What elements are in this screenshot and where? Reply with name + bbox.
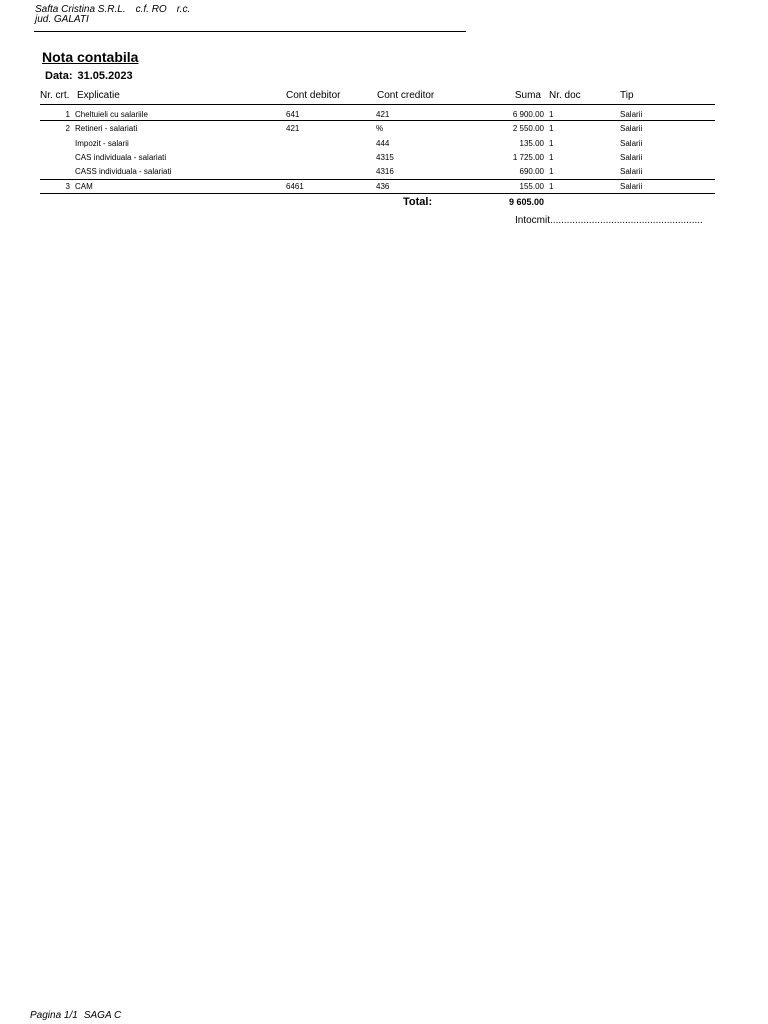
total-label: Total: (403, 196, 433, 208)
row-doc: 1 (549, 139, 554, 148)
row-divider (40, 179, 715, 180)
row-credit: % (376, 124, 384, 133)
row-suma: 1 725.00 (512, 153, 544, 162)
row-tip: Salarii (620, 153, 643, 162)
row-doc: 1 (549, 167, 554, 176)
row-explicatie: Retineri - salariati (75, 124, 138, 133)
row-suma: 155.00 (519, 182, 544, 191)
row-doc: 1 (549, 124, 554, 133)
row-divider (40, 120, 715, 121)
row-credit: 4315 (376, 153, 394, 162)
date-label: Data: (45, 70, 73, 82)
row-tip: Salarii (620, 139, 643, 148)
table-header-divider (40, 104, 715, 105)
row-suma: 690.00 (519, 167, 544, 176)
row-tip: Salarii (620, 124, 643, 133)
row-doc: 1 (549, 153, 554, 162)
column-header-suma: Suma (514, 90, 541, 101)
row-debit: 6461 (286, 182, 304, 191)
document-date (45, 70, 133, 82)
table-bottom-divider (40, 193, 715, 194)
row-explicatie: CASS individuala - salariati (75, 167, 172, 176)
company-county: jud. GALATI (35, 14, 89, 25)
header-divider (34, 31, 466, 32)
page-number: Pagina 1/1 (30, 1010, 78, 1021)
row-explicatie: CAM (75, 182, 93, 191)
row-debit: 641 (286, 110, 300, 119)
column-header-explicatie: Explicatie (77, 90, 120, 101)
column-header-doc: Nr. doc (549, 90, 581, 101)
row-explicatie: Impozit - salarii (75, 139, 129, 148)
row-number: 1 (65, 110, 70, 119)
column-header-debit: Cont debitor (286, 90, 341, 101)
row-doc: 1 (549, 182, 554, 191)
company-cf: c.f. RO (135, 4, 167, 15)
row-suma: 2 550.00 (512, 124, 544, 133)
row-credit: 4316 (376, 167, 394, 176)
prepared-by-line: Intocmit....................................................... (515, 215, 703, 226)
row-credit: 436 (376, 182, 390, 191)
company-rc: r.c. (176, 4, 191, 15)
company-name: Safta Cristina S.R.L. (35, 4, 126, 15)
row-explicatie: CAS individuala - salariati (75, 153, 167, 162)
row-explicatie: Cheltuieli cu salariile (75, 110, 148, 119)
row-suma: 135.00 (519, 139, 544, 148)
row-tip: Salarii (620, 182, 643, 191)
row-tip: Salarii (620, 110, 643, 119)
total-value: 9 605.00 (508, 197, 544, 207)
app-name: SAGA C (83, 1010, 122, 1021)
row-suma: 6 900.00 (512, 110, 544, 119)
row-tip: Salarii (620, 167, 643, 176)
page-footer (30, 1010, 121, 1021)
row-number: 3 (65, 182, 70, 191)
row-doc: 1 (549, 110, 554, 119)
column-header-credit: Cont creditor (377, 90, 435, 101)
row-debit: 421 (286, 124, 300, 133)
row-credit: 421 (376, 110, 390, 119)
row-credit: 444 (376, 139, 390, 148)
column-header-tip: Tip (620, 90, 634, 101)
row-number: 2 (65, 124, 70, 133)
date-value: 31.05.2023 (77, 70, 133, 82)
column-header-nr: Nr. crt. (40, 90, 70, 101)
document-title: Nota contabila (42, 49, 139, 65)
company-header (35, 5, 190, 25)
